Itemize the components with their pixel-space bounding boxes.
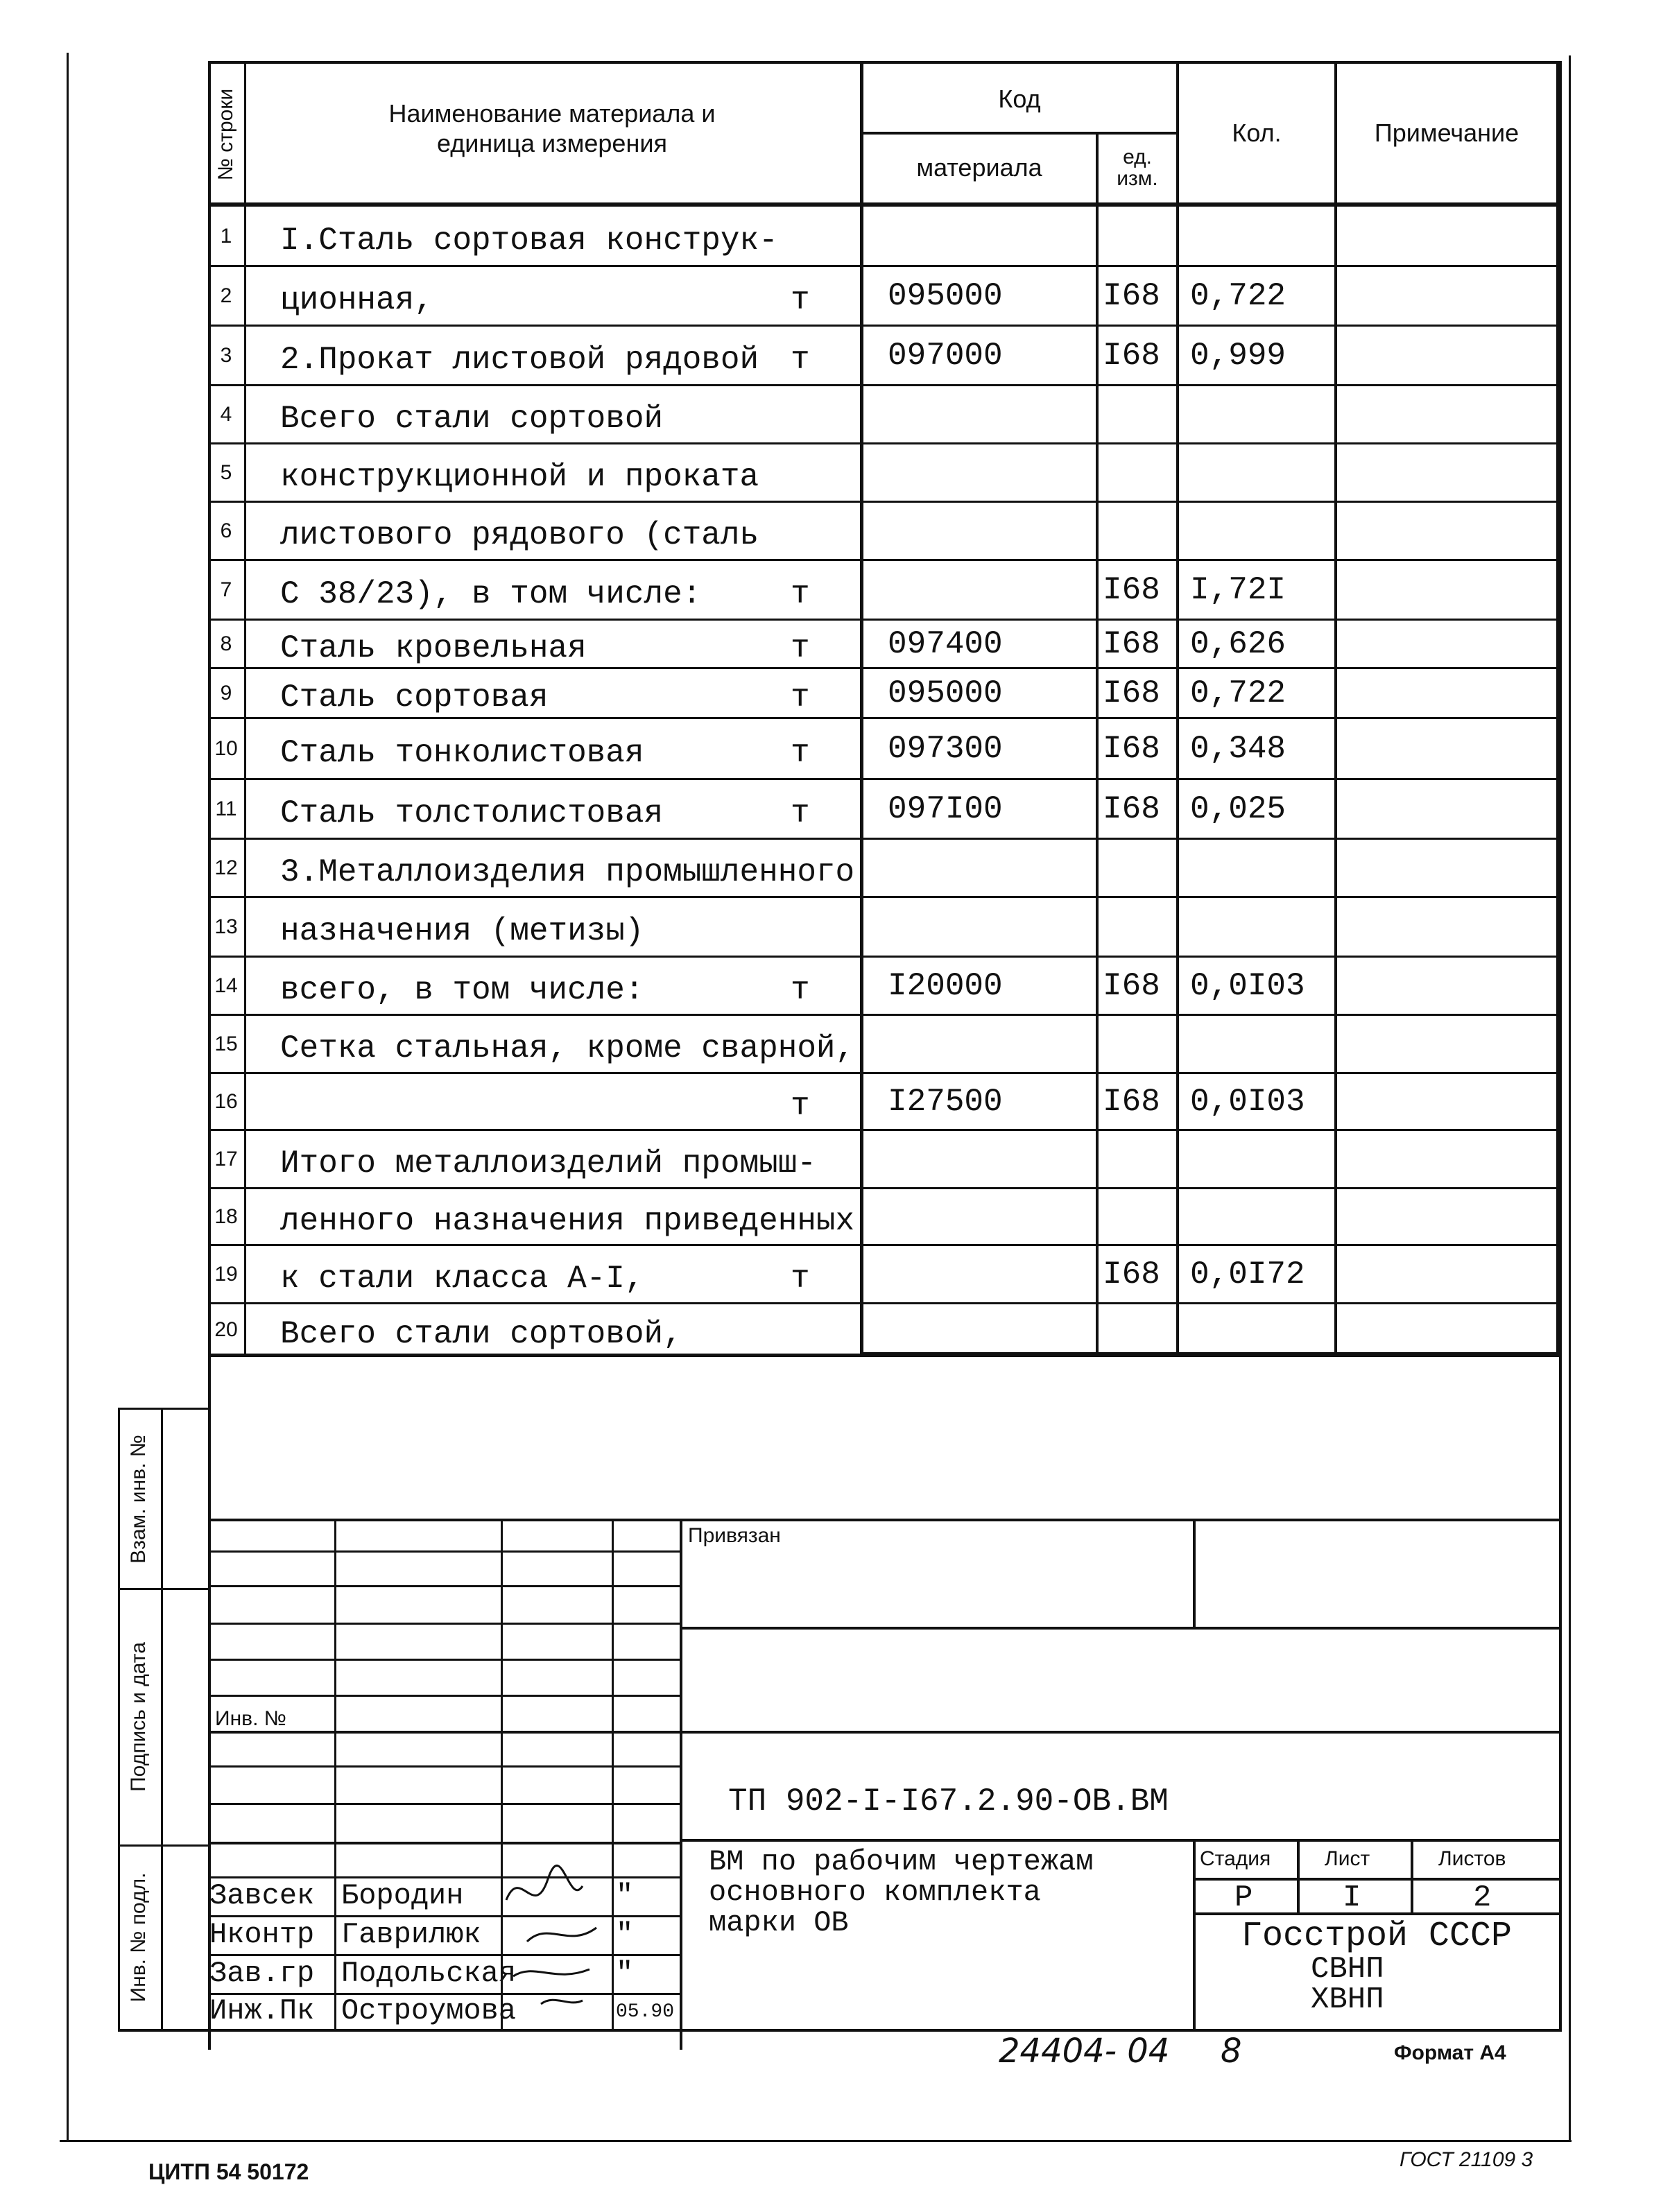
- row-number: 10: [214, 737, 238, 760]
- row-quantity: 0,025: [1190, 791, 1286, 827]
- row-divider: [208, 1129, 1562, 1131]
- row-number: 4: [220, 403, 232, 426]
- side-strip-line: [161, 1408, 163, 2032]
- description-line-3: марки ОВ: [709, 1906, 849, 1939]
- side-strip-line: [118, 1408, 120, 2032]
- row-unit-code: I68: [1103, 791, 1160, 827]
- row-unit-letter: т: [791, 735, 810, 771]
- signature-role: Зав.гр: [209, 1957, 315, 1990]
- row-quantity: 0,0I03: [1190, 968, 1305, 1004]
- row-unit-letter: т: [791, 680, 810, 716]
- sheets-value: 2: [1473, 1881, 1492, 1915]
- signature-role: Нконтр: [209, 1918, 315, 1951]
- header-note: Примечание: [1374, 119, 1519, 148]
- grid-line: [208, 202, 1562, 207]
- description-line-2: основного комплекта: [709, 1876, 1041, 1909]
- side-strip-line: [118, 1588, 209, 1590]
- sheet-value: I: [1343, 1881, 1361, 1915]
- row-name: назначения (метизы): [280, 913, 644, 949]
- row-number: 11: [215, 797, 237, 820]
- stamp-grid-line: [208, 1695, 681, 1697]
- row-name: Сталь толстолистовая: [280, 795, 664, 831]
- stamp-line: [1411, 1839, 1413, 1914]
- row-number: 17: [214, 1148, 238, 1170]
- header-row-number: № строки: [214, 88, 237, 181]
- format-label: Формат А4: [1394, 2041, 1506, 2064]
- row-name: Всего стали сортовой: [280, 401, 664, 437]
- description-line-1: ВМ по рабочим чертежам: [709, 1845, 1094, 1878]
- row-unit-code: I68: [1103, 731, 1160, 767]
- stamp-line: [208, 1731, 680, 1734]
- row-name: листового рядового (сталь: [280, 517, 759, 553]
- stamp-line: [208, 1842, 680, 1844]
- signature-name: Подольская: [341, 1957, 517, 1990]
- row-name: Сталь тонколистовая: [280, 735, 644, 771]
- row-material-code: 097I00: [888, 791, 1003, 827]
- row-unit-letter: т: [791, 1088, 810, 1124]
- row-material-code: 097000: [888, 338, 1003, 374]
- row-name: 3.Металлоизделия промышленного: [280, 854, 855, 890]
- side-strip-line: [118, 1844, 209, 1847]
- row-unit-code: I68: [1103, 1084, 1160, 1120]
- row-name: к стали класса А-I,: [280, 1261, 644, 1297]
- row-unit-letter: т: [791, 795, 810, 831]
- org-line-3: ХВНП: [1311, 1982, 1384, 2017]
- row-name: Сетка стальная, кроме сварной,: [280, 1030, 855, 1066]
- grid-line: [1176, 61, 1179, 1356]
- stamp-line: [1193, 1839, 1196, 2030]
- signature-mark: ": [616, 1918, 634, 1951]
- row-unit-code: I68: [1103, 338, 1160, 374]
- header-material: материала: [916, 153, 1042, 182]
- org-line-1: Госстрой СССР: [1241, 1917, 1513, 1956]
- row-unit-code: I68: [1103, 675, 1160, 711]
- signature-mark: 05.90: [616, 2001, 675, 2023]
- row-number: 2: [220, 284, 232, 307]
- side-strip-line: [118, 1408, 209, 1410]
- stamp-line: [1193, 1519, 1196, 1628]
- frame-right-line: [1569, 55, 1571, 2141]
- row-quantity: I,72I: [1190, 572, 1286, 608]
- signature-mark: ": [616, 1879, 634, 1912]
- row-number: 12: [214, 856, 238, 879]
- row-number: 18: [214, 1205, 238, 1228]
- row-name: конструкционной и проката: [280, 459, 759, 495]
- row-number: 8: [220, 632, 232, 655]
- stage-value: Р: [1234, 1881, 1253, 1915]
- footer-right-code: ГОСТ 21109 3: [1400, 2148, 1533, 2171]
- row-unit-letter: т: [791, 972, 810, 1008]
- row-unit-code: I68: [1103, 1256, 1160, 1293]
- row-name: Итого металлоизделий промыш-: [280, 1146, 816, 1182]
- signature-role: Инж.Пк: [209, 1994, 315, 2028]
- row-name: всего, в том числе:: [280, 972, 644, 1008]
- sheet-label: Лист: [1325, 1847, 1370, 1870]
- row-unit-code: I68: [1103, 626, 1160, 662]
- document-code: ТП 902-I-I67.2.90-ОВ.ВМ: [728, 1783, 1169, 1820]
- row-quantity: 0,722: [1190, 675, 1286, 711]
- page-number: 8: [1221, 2032, 1242, 2071]
- row-name: ленного назначения приведенных: [280, 1203, 855, 1239]
- row-unit-code: I68: [1103, 278, 1160, 314]
- row-quantity: 0,0I03: [1190, 1084, 1305, 1120]
- row-number: 7: [220, 578, 232, 601]
- row-unit-letter: т: [791, 342, 810, 378]
- row-unit-letter: т: [791, 576, 810, 612]
- row-material-code: 097400: [888, 626, 1003, 662]
- side-label-podpis: Подпись и дата: [127, 1642, 150, 1792]
- signature-mark: ": [616, 1957, 634, 1990]
- row-unit-letter: т: [791, 1261, 810, 1297]
- row-unit-code: I68: [1103, 968, 1160, 1004]
- row-name: Сталь кровельная: [280, 630, 587, 666]
- row-number: 19: [214, 1263, 238, 1286]
- row-number: 16: [214, 1090, 238, 1113]
- row-material-code: I20000: [888, 968, 1003, 1004]
- grid-line: [244, 61, 246, 1356]
- signature-role: Завсек: [209, 1879, 315, 1912]
- header-code: Код: [998, 85, 1041, 114]
- row-number: 3: [220, 344, 232, 367]
- stamp-right-line: [1559, 1356, 1562, 2030]
- row-number: 9: [220, 682, 232, 705]
- grid-line: [1096, 132, 1099, 1356]
- signature-name: Остроумова: [341, 1994, 517, 2028]
- stamp-grid-line: [208, 1765, 681, 1768]
- inv-no-label: Инв. №: [215, 1707, 286, 1730]
- signature-name: Гаврилюк: [341, 1918, 481, 1951]
- stamp-grid-line: [208, 1659, 681, 1661]
- header-name: Наименование материала и единица измерения: [388, 98, 716, 157]
- row-number: 15: [214, 1032, 238, 1055]
- stage-label: Стадия: [1200, 1847, 1271, 1870]
- row-unit-letter: т: [791, 282, 810, 318]
- row-name: ционная,: [280, 282, 433, 318]
- row-unit-code: I68: [1103, 572, 1160, 608]
- row-number: 5: [220, 461, 232, 484]
- stamp-line: [680, 1627, 1562, 1630]
- row-number: 6: [220, 519, 232, 542]
- stamp-grid-line: [208, 1623, 681, 1625]
- row-material-code: I27500: [888, 1084, 1003, 1120]
- row-name: С 38/23), в том числе:: [280, 576, 702, 612]
- archive-number: 24404- 04: [999, 2032, 1170, 2071]
- row-quantity: 0,722: [1190, 278, 1286, 314]
- row-name: 2.Прокат листовой рядовой: [280, 342, 759, 378]
- stamp-grid-line: [208, 1803, 681, 1805]
- header-unit: ед. изм.: [1117, 145, 1158, 190]
- stamp-line: [1297, 1839, 1300, 1914]
- signature-name: Бородин: [341, 1879, 464, 1912]
- stamp-line: [680, 1731, 1562, 1734]
- handwritten-signature-marks: [485, 1858, 652, 2025]
- row-material-code: 095000: [888, 675, 1003, 711]
- row-unit-letter: т: [791, 630, 810, 666]
- row-number: 20: [214, 1318, 238, 1341]
- row-number: 13: [214, 915, 238, 938]
- stamp-line: [208, 1519, 1562, 1521]
- stamp-line: [680, 1839, 1562, 1842]
- row-name: Сталь сортовая: [280, 680, 549, 716]
- footer-left-code: ЦИТП 54 50172: [148, 2159, 309, 2184]
- frame-bottom-line: [60, 2140, 1572, 2142]
- row-number: 1: [220, 225, 232, 248]
- side-label-vzam: Взам. инв. №: [127, 1435, 150, 1564]
- row-quantity: 0,999: [1190, 338, 1286, 374]
- privyazan-label: Привязан: [688, 1524, 781, 1547]
- grid-line: [1556, 61, 1560, 1356]
- grid-line: [860, 61, 863, 1356]
- row-material-code: 097300: [888, 731, 1003, 767]
- header-quantity: Кол.: [1232, 119, 1282, 148]
- stamp-grid-line: [208, 1585, 681, 1587]
- row-name: I.Сталь сортовая конструк-: [280, 223, 778, 259]
- row-number: 14: [214, 974, 238, 997]
- stamp-line: [680, 1519, 682, 2050]
- row-name: Всего стали сортовой,: [280, 1316, 682, 1352]
- row-quantity: 0,0I72: [1190, 1256, 1305, 1293]
- frame-left-line: [67, 53, 69, 2140]
- grid-line: [1334, 61, 1337, 1356]
- sheets-label: Листов: [1438, 1847, 1506, 1870]
- side-label-inv-podl: Инв. № подл.: [127, 1872, 150, 2003]
- row-quantity: 0,626: [1190, 626, 1286, 662]
- stamp-grid-line: [208, 1550, 681, 1553]
- row-quantity: 0,348: [1190, 731, 1286, 767]
- row-material-code: 095000: [888, 278, 1003, 314]
- org-line-2: СВНП: [1311, 1952, 1384, 1987]
